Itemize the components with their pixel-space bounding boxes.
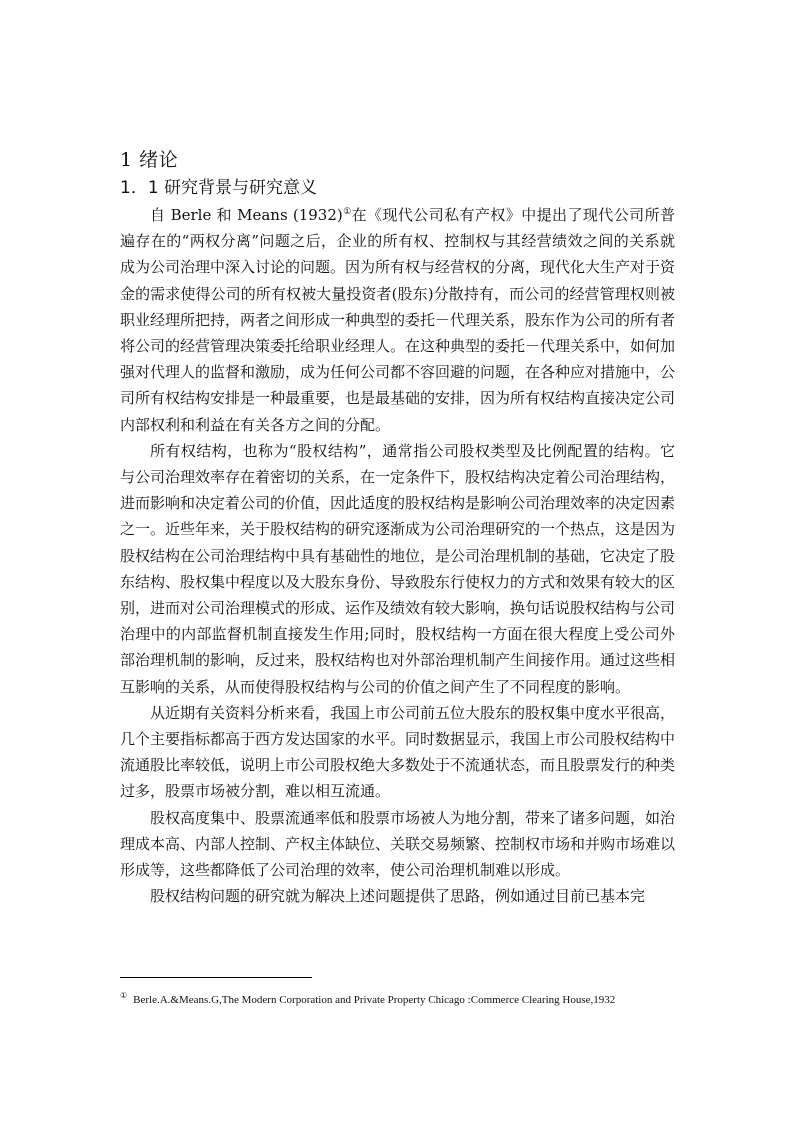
paragraph-1-lead: 自 Berle 和 Means (1932) <box>150 206 343 224</box>
footnote-reference-mark: ① <box>342 207 352 217</box>
body-paragraph-5: 股权结构问题的研究就为解决上述问题提供了思路，例如通过目前已基本完 <box>150 887 646 906</box>
chapter-title: 1 绪论 <box>120 149 179 171</box>
body-paragraph-3: 从近期有关资料分析来看，我国上市公司前五位大股东的股权集中度水平很高，几个主要指标都高于西方发达国家的水平。同时数据显示，我国上市公司股权结构中流通股比率较低，说明上市公司股权绝大多数处于不流通状态，而且股票发行的种类过多，股票市场被分割，难以相互流通。 <box>120 703 676 801</box>
body-paragraph-4: 股权高度集中、股票流通率低和股票市场被人为地分割，带来了诸多问题，如治理成本高、内部人控制、产权主体缺位、关联交易频繁、控制权市场和并购市场难以形成等，这些都降低了公司治理的效率，使公司治理机制难以形成。 <box>120 808 676 880</box>
page-content <box>120 146 675 909</box>
body-paragraph-2: 所有权结构，也称为“股权结构”，通常指公司股权类型及比例配置的结构。它与公司治理效率存在着密切的关系，在一定条件下，股权结构决定着公司治理结构，进而影响和决定着公司的价值，因此适度的股权结构是影响公司治理效率的决定因素之一。近些年来，关于股权结构的研究逐渐成为公司治理研究的一个热点，这是因为股权结构在公司治理结构中具有基础性的地位，是公司治理机制的基础，它决定了股东结构、股权集中程度以及大股东身份、导致股东行使权力的方式和效果有较大的区别，进而对公司治理模式的形成、运作及绩效有较大影响，换句话说股权结构与公司治理中的内部监督机制直接发生作用;同时，股权结构一方面在很大程度上受公司外部治理机制的影响，反过来，股权结构也对外部治理机制产生间接作用。通过这些相互影响的关系，从而使得股权结构与公司的价值之间产生了不同程度的影响。 <box>120 441 676 696</box>
footnote <box>120 992 680 1008</box>
section-title: 1．1 研究背景与研究意义 <box>120 178 318 198</box>
footnote-text: Berle.A.&Means.G,The Modern Corporation and Private Property Chicago :Commerce Clearing House,1932 <box>133 994 616 1006</box>
footnote-separator <box>120 977 312 978</box>
body-paragraph-1 <box>120 202 675 438</box>
paragraph-1-body: 在《现代公司私有产权》中提出了现代公司所普遍存在的“两权分离”问题之后，企业的所有权、控制权与其经营绩效之间的关系就成为公司治理中深入讨论的问题。因为所有权与经营权的分离，现代化大生产对于资金的需求使得公司的所有权被大量投资者(股东)分散持有，而公司的经营管理权则被职业经理所把持，两者之间形成一种典型的委托－代理关系，股东作为公司的所有者将公司的经营管理决策委托给职业经理人。在这种典型的委托－代理关系中，如何加强对代理人的监督和激励，成为任何公司都不容回避的问题，在各种应对措施中，公司所有权结构安排是一种最重要，也是最基础的安排，因为所有权结构直接决定公司内部权利和利益在有关各方之间的分配。 <box>120 206 676 434</box>
footnote-mark: ① <box>120 991 128 1001</box>
